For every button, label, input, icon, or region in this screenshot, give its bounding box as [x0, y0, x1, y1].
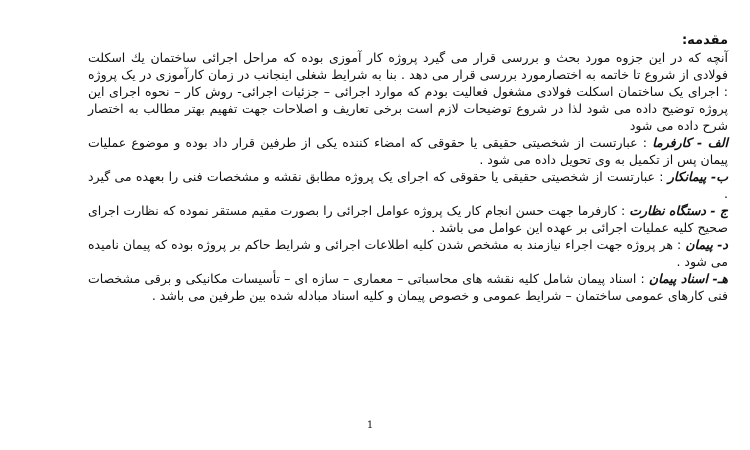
definition-term: الف - كارفرما	[652, 135, 728, 150]
definition-text: : عبارتست از شخصیتی حقیقی یا حقوقی که امضاء کننده یکی از طرفین قرار داد بوده و موضوع عملیات پیمان پس از تکمیل به وی تحویل داده می شود .	[88, 135, 728, 167]
definition-term: هـ- اسناد پیمان	[648, 271, 728, 286]
definition-term: د- پیمان	[685, 237, 729, 252]
definition-contract-documents	[88, 270, 728, 304]
definition-contract	[88, 236, 728, 270]
definition-term: ب- پیمانكار	[667, 169, 728, 184]
intro-paragraph: آنچه که در این جزوه مورد بحث و بررسی قرار می گیرد پروژه کار آموزی بوده که مراحل اجرائی ساختمان یك اسكلت فولادی از شروع تا خاتمه به اختصارمورد بررسی قرار می دهد . بنا به شرایط شغلی اینجانب در زمان کارآموزی در یک پروژه : اجرای یک ساختمان اسکلت فولادی مشغول فعالیت بودم که موارد اجرائی – جزئیات اجرائی- روش کار – نحوه اجرای این پروژه توضیح داده می شود لذا در شروع توضیحات لازم است برخی تعاریف و اصلاحات جهت تفهیم بهتر مطالب به اختصار شرح داده می شود	[88, 50, 728, 133]
document-body	[88, 32, 728, 304]
definition-text: : اسناد پیمان شامل کلیه نقشه های محاسباتی – معماری – سازه ای – تأسیسات مکانیکی و برقی مشخصات فنی کارهای عمومی ساختمان – شرایط عمومی و خصوص پیمان و کلیه اسناد مبادله شده بین طرفین می باشد .	[88, 271, 728, 303]
definition-employer	[88, 134, 728, 168]
definition-text: : عبارتست از شخصیتی حقیقی یا حقوقی که اجرای یک پروژه مطابق نقشه و مشخصات فنی را بعهده می گیرد .	[88, 169, 728, 201]
definition-text: : کارفرما جهت حسن انجام کار یک پروژه عوامل اجرائی را بصورت مقیم مستقر نموده که نظارت اجرای صحیح کلیه عملیات اجرائی بر عهده این عوامل می باشد .	[88, 203, 728, 235]
section-heading: مقدمه:	[681, 33, 728, 48]
page-number: 1	[366, 420, 374, 431]
definition-term: ج - دستگاه نظارت	[629, 203, 729, 218]
definition-supervision	[88, 202, 728, 236]
definition-text: : هر پروژه جهت اجراء نیازمند به مشخص شدن کلیه اطلاعات اجرائی و شرایط حاکم بر پروژه بوده که پیمان نامیده می شود .	[88, 237, 728, 269]
definition-contractor	[88, 168, 728, 202]
